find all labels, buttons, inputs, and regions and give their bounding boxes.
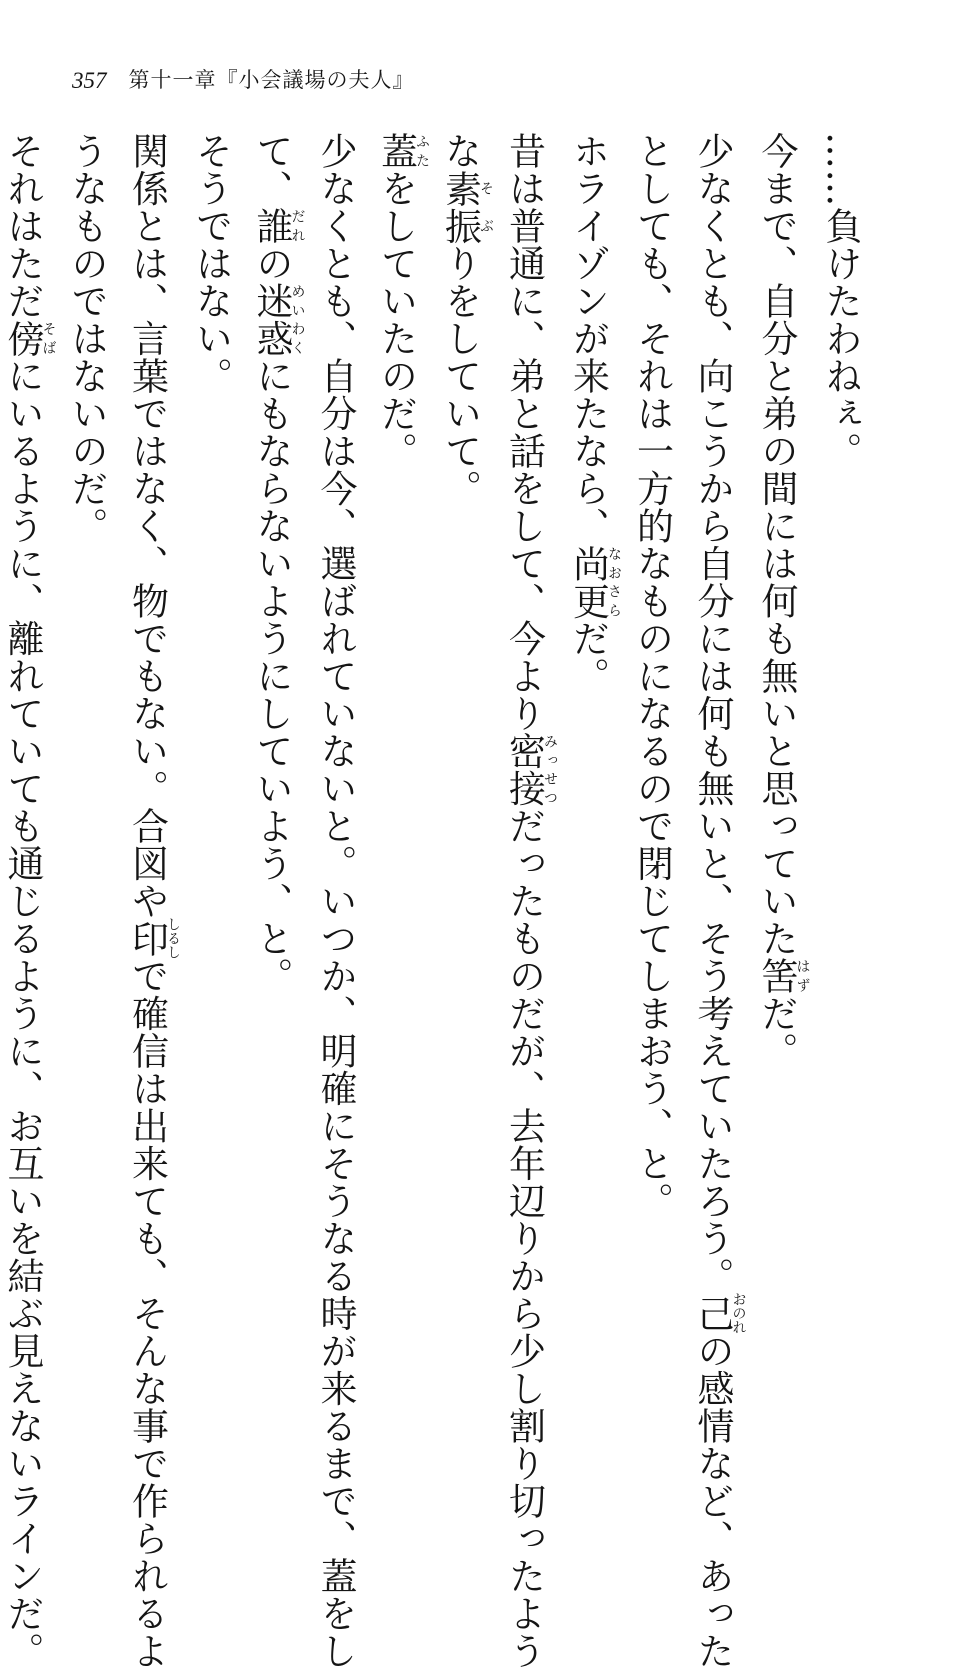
ruby-base: 誰 <box>250 207 293 245</box>
page-number: 357 <box>72 67 107 93</box>
vertical-body-text <box>0 132 870 1670</box>
ruby-word <box>755 957 811 995</box>
paragraph <box>493 132 558 1670</box>
paragraph <box>682 132 747 1670</box>
ruby-base: 己 <box>691 1292 734 1335</box>
text-run: ……負けたわねぇ。 <box>819 132 862 470</box>
ruby-word <box>1 319 57 358</box>
text-run: な <box>438 132 482 170</box>
text-run: にもならないようにしていよう、と。 <box>250 357 293 995</box>
paragraph <box>810 132 871 1347</box>
ruby-word <box>691 1292 747 1335</box>
ruby-word <box>250 207 306 245</box>
ruby-reading: めいわく <box>289 282 306 357</box>
paragraph <box>116 132 181 1670</box>
text-run: 今まで、自分と弟の間には何も無いと思っていた <box>755 132 798 957</box>
ruby-reading: だれ <box>289 207 306 245</box>
running-head <box>72 60 415 100</box>
paragraph <box>180 132 241 1347</box>
paragraph <box>56 132 117 1347</box>
ruby-base: 素振 <box>438 169 482 245</box>
ruby-reading: ふた <box>414 132 430 170</box>
ruby-base: 蓋 <box>374 132 418 170</box>
text-run: の <box>250 244 293 282</box>
ruby-word <box>250 282 306 357</box>
text-run: て、 <box>250 132 293 207</box>
text-run: の感情など、あった <box>691 1332 734 1670</box>
ruby-word <box>566 544 622 620</box>
text-run: 昔は普通に、弟と話をして、今より <box>502 132 546 732</box>
ruby-reading: みっせつ <box>542 732 558 807</box>
text-run: 少なくとも、向こうから自分には何も無いと、そう考えていたろう。 <box>691 132 734 1295</box>
ruby-word <box>374 132 430 170</box>
ruby-base: 印 <box>125 917 169 960</box>
ruby-reading: おのれ <box>730 1292 747 1335</box>
ruby-word <box>125 917 181 960</box>
paragraph <box>557 132 621 1347</box>
text-run: にいるように、離れていても通じるように、お互いを結ぶ見えないラインだ。 <box>1 357 44 1670</box>
ruby-base: 筈 <box>755 957 798 995</box>
ruby-word <box>502 732 558 807</box>
paragraph <box>365 132 429 1347</box>
chapter-title: 第十一章『小会議場の夫人』 <box>128 67 415 92</box>
text-run: としても、それは一方的なものになるので閉じてしまおう、と。 <box>630 132 674 1220</box>
text-run: だったものだが、去年辺りから少し割り切ったよう <box>502 807 546 1670</box>
paragraph <box>429 132 493 1347</box>
text-run: うなものではないのだ。 <box>65 132 108 545</box>
text-run: だ。 <box>755 994 798 1070</box>
text-run: で確信は出来ても、そんな事で作られるよ <box>125 957 169 1670</box>
ruby-base: 尚更 <box>566 544 610 620</box>
ruby-word <box>438 169 494 245</box>
ruby-base: 傍 <box>1 319 44 357</box>
text-run: りをしていて。 <box>438 244 482 507</box>
ruby-reading: そば <box>40 319 57 357</box>
text-run: をしていたのだ。 <box>374 169 418 470</box>
paragraph <box>746 132 810 1347</box>
ruby-base: 迷惑 <box>250 282 293 357</box>
text-run: 少なくとも、自分は今、選ばれていないと。いつか、明確にそうなる時が来るまで、蓋をし <box>314 132 357 1670</box>
paragraph <box>621 132 682 1347</box>
ruby-reading: なおさら <box>606 544 622 620</box>
paragraph <box>0 132 57 1670</box>
text-run: それはただ <box>1 132 44 320</box>
text-run: だ。 <box>566 619 610 695</box>
ruby-reading: そぶ <box>478 169 494 245</box>
paragraph <box>241 132 305 1347</box>
text-run: 関係とは、言葉ではなく、物でもない。合図や <box>125 132 169 920</box>
paragraph <box>305 132 366 1670</box>
ruby-reading: しるし <box>165 917 181 960</box>
ruby-base: 密接 <box>502 732 546 807</box>
ruby-reading: はず <box>794 957 811 995</box>
text-run: ホライゾンが来たなら、 <box>566 132 610 545</box>
text-run: そうではない。 <box>189 132 233 395</box>
